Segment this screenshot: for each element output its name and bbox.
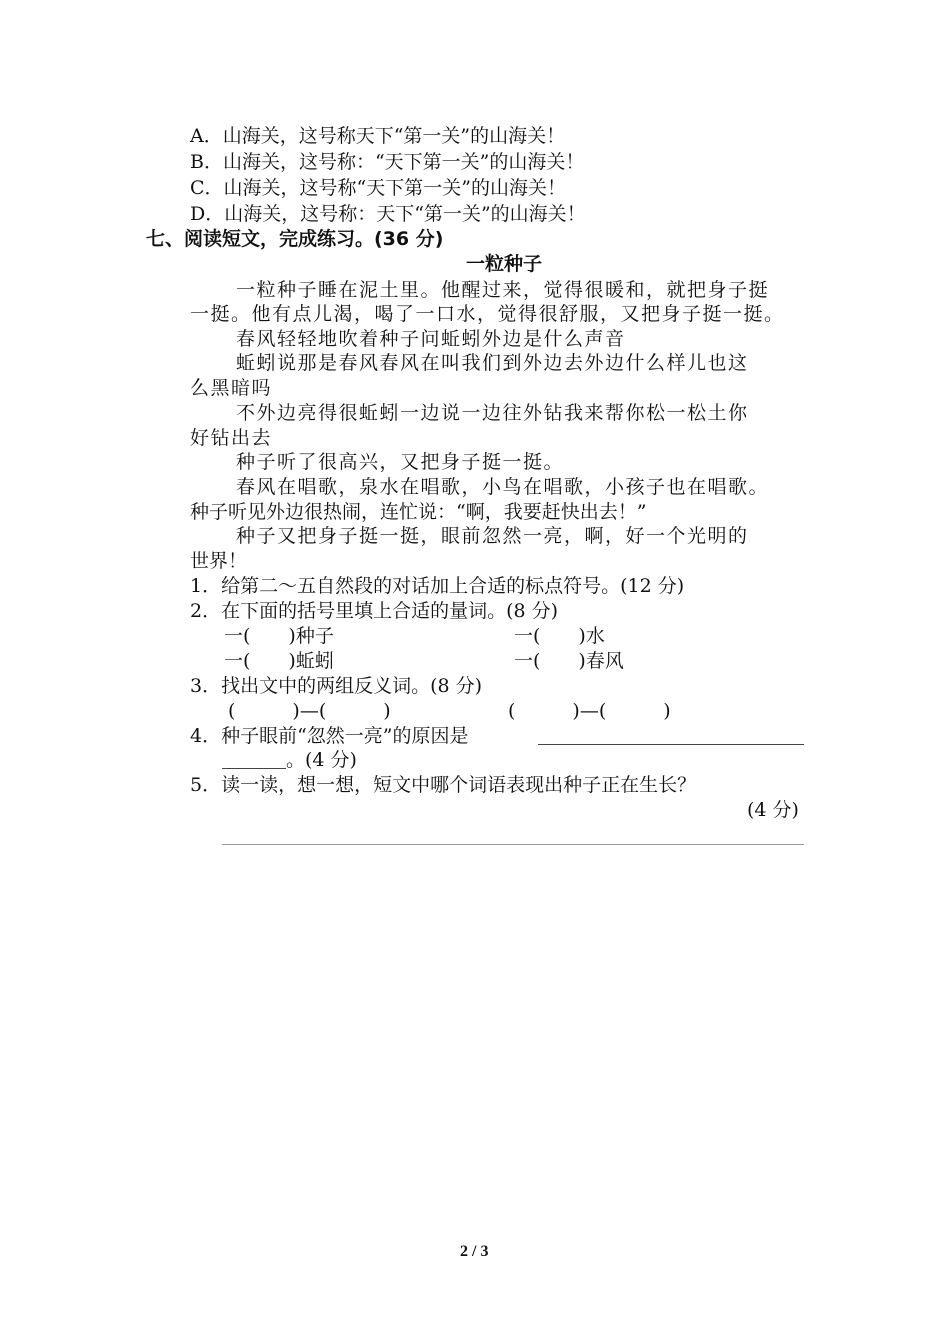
passage-title: 一粒种子 [466, 253, 543, 275]
passage-line: 春风轻轻地吹着种子问蚯蚓外边是什么声音 [236, 328, 626, 350]
passage-line: 一挺。他有点儿渴，喝了一口水，觉得很舒服，又把身子挺一挺。 [190, 303, 785, 325]
option-a: A．山海关，这号称天下“第一关”的山海关！ [190, 125, 566, 147]
passage-line: 不外边亮得很蚯蚓一边说一边往外钻我来帮你松一松土你 [236, 402, 749, 424]
option-b: B．山海关，这号称：“天下第一关”的山海关！ [190, 151, 585, 173]
answer-line[interactable] [538, 744, 804, 745]
option-c: C．山海关，这号称“天下第一关”的山海关！ [190, 177, 566, 199]
question-4: 4．种子眼前“忽然一亮”的原因是 [190, 725, 469, 747]
passage-line: 春风在唱歌，泉水在唱歌，小鸟在唱歌，小孩子也在唱歌。 [236, 476, 770, 498]
measure-word-blank[interactable]: 一( )水 [514, 625, 605, 647]
answer-line[interactable] [222, 844, 804, 845]
question-5-score: (4 分) [747, 799, 799, 821]
page-number: 2 / 3 [460, 1243, 489, 1260]
passage-line: 种子又把身子挺一挺，眼前忽然一亮，啊，好一个光明的 [236, 525, 749, 547]
antonym-pair-blank[interactable]: ( )—( ) [508, 700, 671, 722]
passage-line: 蚯蚓说那是春风春风在叫我们到外边去外边什么样儿也这 [236, 352, 749, 374]
passage-line: 好钻出去 [190, 427, 273, 449]
measure-word-blank[interactable]: 一( )种子 [224, 625, 334, 647]
passage-line: 一粒种子睡在泥土里。他醒过来，觉得很暖和，就把身子挺 [236, 279, 770, 301]
measure-word-blank[interactable]: 一( )蚯蚓 [224, 650, 334, 672]
passage-line: 世界！ [190, 550, 248, 572]
antonym-pair-blank[interactable]: ( )—( ) [228, 700, 391, 722]
question-2: 2．在下面的括号里填上合适的量词。(8 分) [190, 600, 559, 622]
section-heading: 七、阅读短文，完成练习。(36 分) [146, 228, 444, 250]
question-1: 1．给第二～五自然段的对话加上合适的标点符号。(12 分) [190, 575, 685, 597]
question-3: 3．找出文中的两组反义词。(8 分) [190, 675, 483, 697]
option-d: D．山海关，这号称：天下“第一关”的山海关！ [190, 203, 586, 225]
question-4-score: 。(4 分) [286, 749, 357, 771]
measure-word-blank[interactable]: 一( )春风 [514, 650, 624, 672]
passage-line: 种子听见外边很热闹，连忙说：“啊，我要赶快出去！” [190, 501, 647, 523]
question-5: 5．读一读，想一想，短文中哪个词语表现出种子正在生长？ [190, 774, 697, 796]
passage-line: 种子听了很高兴，又把身子挺一挺。 [236, 451, 565, 473]
passage-line: 么黑暗吗 [190, 377, 273, 399]
answer-line[interactable] [222, 768, 286, 769]
